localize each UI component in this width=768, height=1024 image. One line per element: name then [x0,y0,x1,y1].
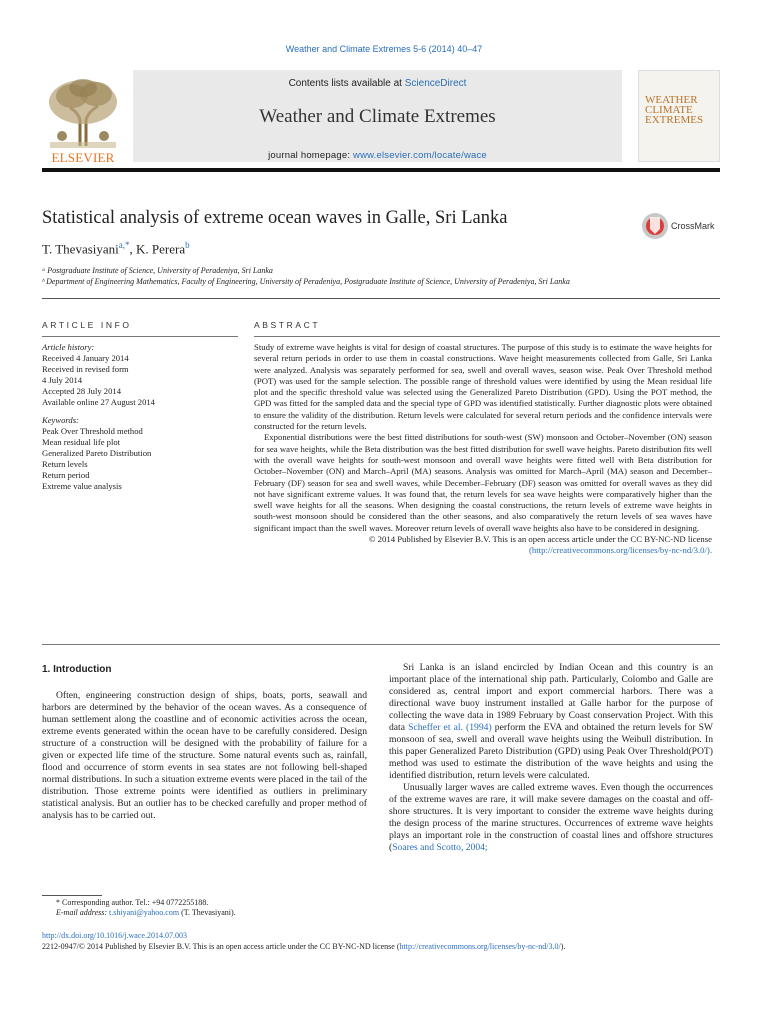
masthead-box [133,70,622,162]
journal-cover-thumbnail [638,70,720,162]
article-info-rule [42,336,238,337]
homepage-prefix: journal homepage: [268,150,354,161]
affiliation-b: ᵇ Department of Engineering Mathematics, Faculty of Engineering, University of Peradeniya, Postgraduate Institute of Science, University of Peradeniya, Sri Lanka [42,277,570,286]
citation-link[interactable]: Scheffer et al. (1994) [408,722,492,733]
body-text: Sri Lanka is an island encircled by Indian Ocean and this country is an important place of the international ship path. Particularly, Colombo and Galle are considered as, central import and export commercial harbors. There was a directional wave buoy instrument installed at Galle harbor for the purpose of collecting the wave data in 1989 February by Coast conservation Project. With this data [389,662,713,733]
contents-prefix: Contents lists available at [288,78,405,89]
issn-line [42,942,722,951]
cover-title [645,95,717,125]
abstract-paragraph: Exponential distributions were the best fitted distributions for south-west (SW) monsoon and October–November (ON) season for sea wave heights, while the Beta distribution was the best fitted distribution for swell wave heights. Pareto distribution fits well with the overall wave heights for south-west monsoon and overall wave heights were fitted well with Beta distribution for October–November (ON) and March–April (MA) seasons. Analysis was omitted for March–April (MA) season and December–February (DF) season for sea and swell waves, while December–February (DF) season was omitted for overall waves as they did not have significant extreme values. It was found that, the return levels for sea wave heights were comparatively higher than the swell wave heights for all the seasons. When designing the coastal constructions, the return levels of extreme wave heights in south-west monsoon should be considered than the other seasons, and also comparatively the return levels of sea waves have significant impact than the swell waves. Moreover return levels of overall wave heights also have to be considered in designing. [254,432,712,533]
doi-link[interactable]: http://dx.doi.org/10.1016/j.wace.2014.07.003 [42,931,187,940]
keyword: Extreme value analysis [42,481,122,492]
sciencedirect-link[interactable]: ScienceDirect [404,78,467,89]
footer-license-link[interactable]: http://creativecommons.org/licenses/by-nc-nd/3.0/ [399,942,561,951]
body-text: Unusually larger waves are called extreme waves. Even though the occurrences of the extreme waves are rare, it will make severe damages on the coastal and off-shore structures. It is very important to consider the extreme wave heights during the design process of the marine structures. Occurrences of extreme wave heights plays an important role in the construction of coastal lines and offshore structures ( [389,782,713,853]
crossmark-badge[interactable] [641,212,721,240]
body-paragraph [389,662,713,782]
email-note [42,908,372,918]
left-column-text [42,690,367,822]
affiliation-a: ᵃ Postgraduate Institute of Science, University of Peradeniya, Sri Lanka [42,266,273,275]
crossmark-icon [641,212,669,240]
abstract-copyright [254,534,712,557]
elsevier-wordmark: ELSEVIER [51,150,115,165]
author-separator: , [129,241,137,257]
crossmark-label: CrossMark [671,221,715,231]
abstract-heading: ABSTRACT [254,320,321,330]
history-label: Article history: [42,342,95,352]
email-label: E-mail address: [56,908,110,918]
article-info [42,342,242,492]
cover-title-line: EXTREMES [645,114,704,126]
homepage-line [133,150,622,161]
author-name: K. Perera [136,241,186,257]
abstract-body [254,342,712,557]
cover-title-line: WEATHER [645,94,698,106]
email-link[interactable]: t.shiyani@yahoo.com [109,908,180,918]
cover-title-line: CLIMATE [645,104,693,116]
keyword: Return levels [42,458,88,469]
author-affiliation-marker[interactable]: b [185,240,190,250]
abstract-rule [254,336,720,337]
keyword: Generalized Pareto Distribution [42,447,152,458]
issn-end: ). [560,942,566,951]
author-name: T. Thevasiyani [42,241,119,257]
introduction-heading: 1. Introduction [42,664,112,675]
email-owner: (T. Thevasiyani). [179,908,236,918]
journal-masthead [42,70,720,164]
masthead-rule [42,168,720,172]
footnotes [42,898,372,919]
author-affiliation-marker[interactable]: a,* [118,240,130,250]
abstract-paragraph: Study of extreme wave heights is vital for design of coastal structures. The purpose of this study is to estimate the wave heights for several return periods in order to use them in coastal constructions. Wave height measurements collected from Galle, Sri Lanka were analyzed. Analysis was separately performed for sea, swell and overall waves, season wise. Peak Over Threshold method (POT) was used for the sample selection. The possible range of threshold values were identified by using the Mean residual life plot and the specific threshold value was selected using the Generalized Pareto Distribution (GPD). Using the POT method, the GPD was fitted for the sampled data and the special type of GPD was identified statistically. Further diagnostic plots were obtained to ensure the validity of the distribution. Return levels were calculated for several return periods and the confidence intervals were constructed for the return levels. [254,342,712,432]
body-text: perform the EVA and obtained the return levels for SW monsoon of sea, swell and overall wave heights using the Weibull distribution. In this paper Generalized Pareto Distribution (GPD) using Peak Over Threshold(POT) method was used to estimate the distribution of the wave heights and using the identified distribution, return levels were calculated. [389,722,713,781]
license-link[interactable]: (http://creativecommons.org/licenses/by-nc-nd/3.0/). [529,545,712,556]
keywords-label: Keywords: [42,414,79,425]
keyword: Peak Over Threshold method [42,425,143,436]
right-column-text [389,662,713,854]
contents-line [133,78,622,89]
history-item: Accepted 28 July 2014 [42,386,121,397]
journal-name: Weather and Climate Extremes [259,106,496,127]
issn-text: 2212-0947/© 2014 Published by Elsevier B.V. This is an open access article under the CC BY-NC-ND license ( [42,942,400,951]
copyright-text: © 2014 Published by Elsevier B.V. This is an open access article under the CC BY-NC-ND license [368,534,712,545]
history-item: Available online 27 August 2014 [42,397,155,408]
author-list [42,240,190,257]
body-paragraph: Often, engineering construction design of ships, boats, ports, seawall and harbors are determined by the behavior of the ocean waves. As a consequence of human settlement along the coastline and of economic activities across the ocean, extreme events generated within the ocean have to be carefully considered. Design structure of a construction will be designed with the probability of failure for a given or expected life time of the structure. Some natural events such as, rainfall, flood and occurrence of storm events in sea states are not following bell-shaped normal distributions. In such a situation extreme events were placed in the tail of the distribution. Those extreme points were identified as outliers in preliminary statistical analysis. But an outlier has to be checked carefully and proper method of analysis has to be carried out. [42,690,367,821]
history-item: Received 4 January 2014 [42,353,129,364]
keyword: Return period [42,470,90,481]
body-paragraph [389,782,713,854]
history-item: Received in revised form [42,364,129,375]
article-info-heading: ARTICLE INFO [42,320,132,330]
keyword: Mean residual life plot [42,436,121,447]
section-rule [42,298,720,299]
homepage-link[interactable]: www.elsevier.com/locate/wace [353,150,487,161]
journal-citation[interactable]: Weather and Climate Extremes 5-6 (2014) 40–47 [285,44,483,54]
section-rule [42,644,720,645]
footnote-rule [42,895,102,896]
article-title: Statistical analysis of extreme ocean waves in Galle, Sri Lanka [42,208,508,228]
history-item: 4 July 2014 [42,375,83,386]
citation-link[interactable]: Soares and Scotto, 2004; [392,842,488,853]
corresponding-author-note: * Corresponding author. Tel.: +94 0772255188. [56,898,209,907]
